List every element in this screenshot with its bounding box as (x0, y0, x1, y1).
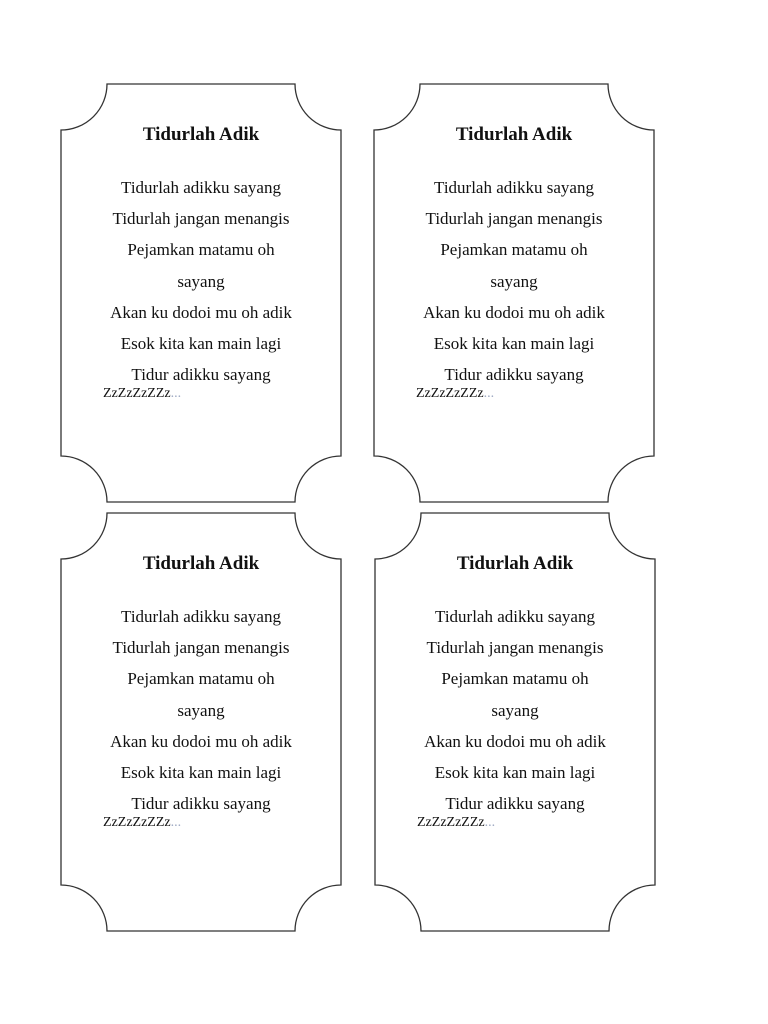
lyric-line: Akan ku dodoi mu oh adik (110, 731, 292, 751)
snore-ellipsis: ... (483, 386, 495, 401)
lyric-line: Akan ku dodoi mu oh adik (110, 302, 292, 322)
snore-ellipsis: ... (170, 815, 182, 830)
lyric-line: sayang (490, 271, 538, 291)
lyrics-block (61, 601, 341, 819)
lyric-line: Esok kita kan main lagi (120, 333, 282, 353)
lyrics-block (374, 172, 654, 390)
lyric-line: sayang (177, 700, 225, 720)
lyrics-block (61, 172, 341, 390)
snore-ellipsis: ... (484, 815, 496, 830)
lyric-line: Pejamkan matamu oh (441, 669, 589, 689)
lyric-line: Akan ku dodoi mu oh adik (424, 731, 606, 751)
snore-text (103, 815, 181, 831)
lyric-line: Esok kita kan main lagi (433, 333, 595, 353)
snore-ellipsis: ... (170, 386, 182, 401)
lyric-line: Tidurlah adikku sayang (121, 178, 281, 197)
lyric-line: Tidurlah adikku sayang (435, 607, 595, 626)
lyric-line: Tidur adikku sayang (131, 794, 271, 814)
lyric-line: Esok kita kan main lagi (434, 762, 596, 782)
lyric-line: sayang (177, 271, 225, 291)
card-title: Tidurlah Adik (456, 553, 574, 574)
lyric-line: Tidurlah jangan menangis (112, 638, 290, 658)
lyric-card-3 (61, 513, 341, 931)
lyric-line: Tidurlah adikku sayang (434, 178, 594, 197)
lyric-line: Tidur adikku sayang (444, 365, 584, 385)
lyric-line: Tidurlah jangan menangis (426, 638, 604, 658)
lyric-line: sayang (491, 700, 539, 720)
snore-letters: ZzZzZzZZz (103, 815, 171, 830)
lyric-line: Pejamkan matamu oh (127, 240, 275, 260)
card-title: Tidurlah Adik (142, 124, 260, 145)
snore-letters: ZzZzZzZZz (417, 815, 485, 830)
lyric-line: Tidurlah jangan menangis (425, 209, 603, 229)
lyric-card-1 (61, 84, 341, 502)
snore-letters: ZzZzZzZZz (103, 386, 171, 401)
lyric-card-4 (375, 513, 655, 931)
snore-text (416, 386, 494, 402)
lyric-line: Esok kita kan main lagi (120, 762, 282, 782)
lyric-line: Tidur adikku sayang (131, 365, 271, 385)
lyric-line: Pejamkan matamu oh (440, 240, 588, 260)
card-title: Tidurlah Adik (142, 553, 260, 574)
snore-text (103, 386, 181, 402)
snore-letters: ZzZzZzZZz (416, 386, 484, 401)
card-title: Tidurlah Adik (455, 124, 573, 145)
snore-text (417, 815, 495, 831)
lyric-card-2 (374, 84, 654, 502)
lyric-line: Tidur adikku sayang (445, 794, 585, 814)
lyric-line: Tidurlah adikku sayang (121, 607, 281, 626)
lyric-line: Pejamkan matamu oh (127, 669, 275, 689)
lyrics-block (375, 601, 655, 819)
lyric-line: Akan ku dodoi mu oh adik (423, 302, 605, 322)
lyric-line: Tidurlah jangan menangis (112, 209, 290, 229)
